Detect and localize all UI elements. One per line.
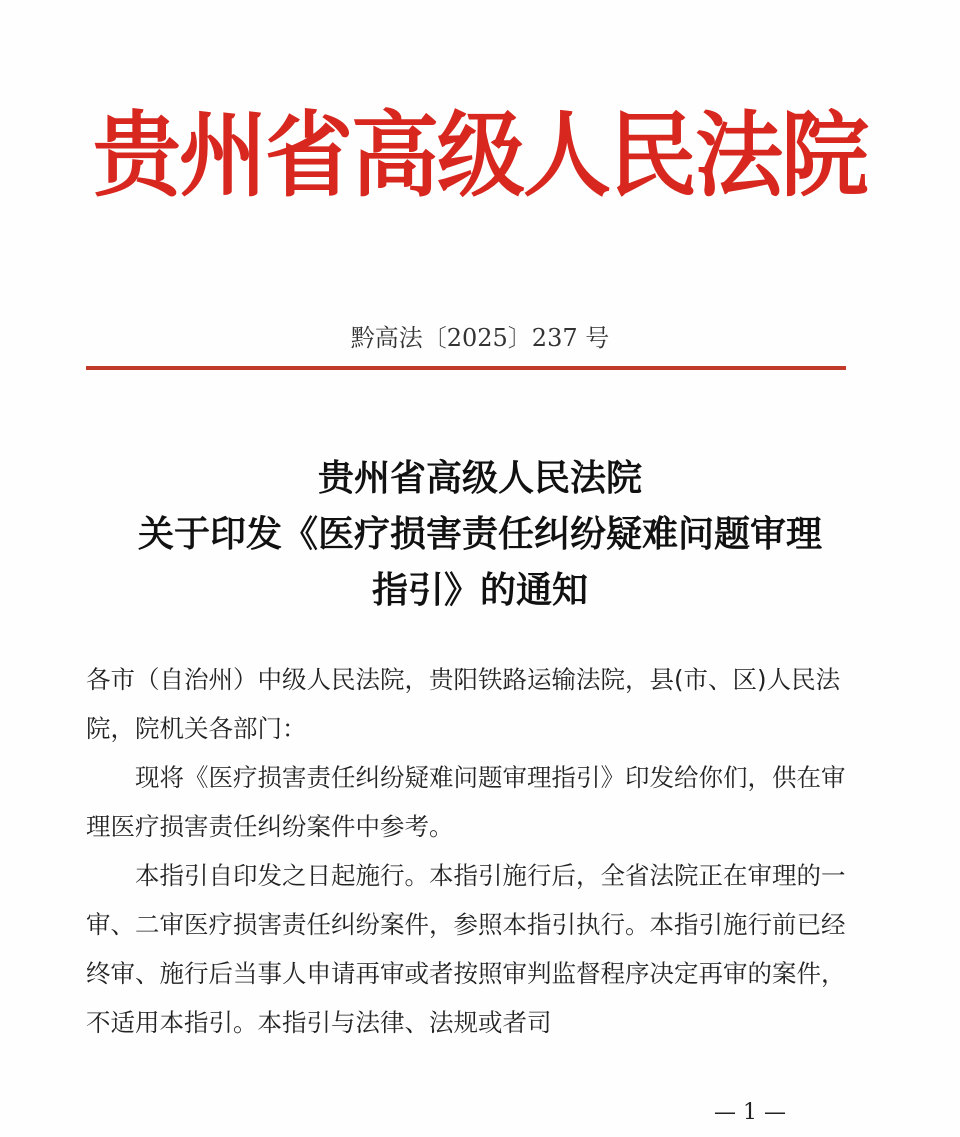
- red-divider: [86, 366, 846, 370]
- title-line-2: 关于印发《医疗损害责任纠纷疑难问题审理: [137, 513, 822, 555]
- title-line-3: 指引》的通知: [371, 569, 588, 611]
- document-number: 黔高法〔2025〕237 号: [350, 324, 610, 352]
- masthead-issuer: 贵州省高级人民法院: [92, 100, 867, 210]
- document-body: [86, 655, 856, 1047]
- addressee-paragraph: 各市（自治州）中级人民法院，贵阳铁路运输法院，县(市、区)人民法院，院机关各部门：: [86, 665, 841, 743]
- body-paragraph-1: 现将《医疗损害责任纠纷疑难问题审理指引》印发给你们，供在审理医疗损害责任纠纷案件中参考。: [86, 763, 846, 841]
- document-title: [0, 450, 960, 618]
- page-number: — 1 —: [714, 1100, 786, 1125]
- body-paragraph-2: 本指引自印发之日起施行。本指引施行后，全省法院正在审理的一审、二审医疗损害责任纠纷案件，参照本指引执行。本指引施行前已经终审、施行后当事人申请再审或者按照审判监督程序决定再审的案件，不适用本指引。本指引与法律、法规或者司: [86, 861, 846, 1037]
- title-line-1: 贵州省高级人民法院: [317, 457, 642, 499]
